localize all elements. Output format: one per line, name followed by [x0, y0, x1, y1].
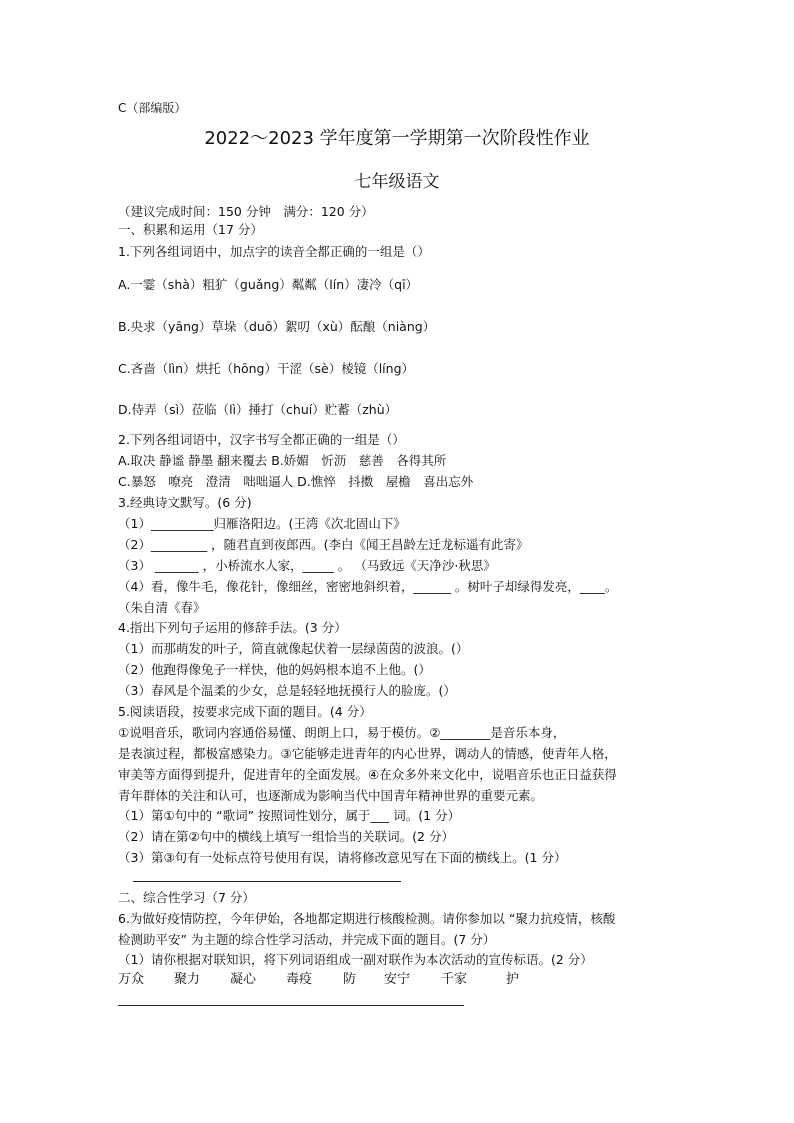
question-4: 4.指出下列句子运用的修辞手法。(3 分） — [118, 620, 347, 635]
q1-option-b: B.央求（yāng）草垛（duō）絮叨（xù）酝酿（niàng） — [118, 319, 436, 334]
q5-item-2: （2）请在第②句中的横线上填写一组恰当的关联词。(2 分） — [118, 829, 454, 844]
question-1: 1.下列各组词语中，加点字的读音全都正确的一组是（） — [118, 244, 430, 259]
question-5: 5.阅读语段，按要求完成下面的题目。(4 分） — [118, 704, 372, 719]
q5-passage-line-2: 是表演过程，都极富感染力。③它能够走进青年的内心世界，调动人的情感，使青年人格， — [118, 746, 617, 761]
word-item: 毒疫 — [286, 972, 313, 987]
q5-passage-line-1: ①说唱音乐，歌词内容通俗易懂、朗朗上口，易于模仿。②________是音乐本身， — [118, 725, 566, 740]
q4-item-1: （1）而那萌发的叶子，简直就像起伏着一层绿茵茵的波浪。(） — [118, 641, 469, 656]
question-2: 2.下列各组词语中，汉字书写全都正确的一组是（） — [118, 432, 405, 447]
q3-item-3: （3） _______ ，小桥流水人家，_____ 。 （马致远《天净沙·秋思》 — [118, 558, 496, 573]
q5-item-1: （1）第①句中的 “歌词” 按照词性划分，属于___ 词。(1 分） — [118, 808, 461, 823]
word-item: 安宁 — [384, 972, 411, 987]
subject-title: 七年级语文 — [354, 172, 440, 192]
q4-item-3: （3）春风是个温柔的少女，总是轻轻地抚摸行人的脸庞。(） — [118, 683, 456, 698]
q3-item-1: （1）__________归雁洛阳边。(王湾《次北固山下》 — [118, 516, 406, 531]
time-score-note: （建议完成时间：150 分钟 满分：120 分） — [118, 204, 374, 219]
section-heading-1: 一、积累和运用（17 分） — [118, 222, 263, 237]
question-6: 6.为做好疫情防控，今年伊始，各地都定期进行核酸检测。请你参加以 “聚力抗疫情，核酸 — [118, 911, 616, 926]
word-item: 聚力 — [174, 972, 201, 987]
q6-item-1: （1）请你根据对联知识，将下列词语组成一副对联作为本次活动的宣传标语。(2 分） — [118, 952, 593, 967]
word-item: 凝心 — [230, 972, 257, 987]
exam-title: 2022～2023 学年度第一学期第一次阶段性作业 — [204, 128, 590, 149]
q1-option-a: A.一霎（shà）粗犷（guǎng）粼粼（lín）凄冷（qī） — [118, 277, 419, 292]
edition-label: C（部编版） — [118, 101, 187, 115]
q3-item-4-source: （朱自清《春》 — [118, 600, 206, 615]
word-item: 护 — [506, 972, 520, 987]
question-3: 3.经典诗文默写。(6 分) — [118, 495, 252, 510]
section-heading-2: 二、综合性学习（7 分） — [118, 890, 255, 905]
q2-options-ab: A.取决 静谧 静墨 翻来覆去 B.娇媚 忻沥 慈善 各得其所 — [118, 453, 447, 468]
q5-passage-line-4: 青年群体的关注和认可，也逐渐成为影响当代中国青年精神世界的重要元素。 — [118, 788, 544, 803]
q1-option-d: D.侍弄（sì）莅临（lì）捶打（chuí）贮蓄（zhù） — [118, 402, 398, 417]
q2-options-cd: C.暴怒 嘹亮 澄清 咄咄逼人 D.憔悴 抖擞 屋檐 喜出忘外 — [118, 474, 474, 489]
answer-line[interactable] — [133, 881, 401, 882]
question-6-cont: 检测助平安” 为主题的综合性学习活动，并完成下面的题目。(7 分） — [118, 932, 496, 947]
answer-line[interactable] — [118, 1005, 464, 1006]
q3-item-4: （4）看，像牛毛，像花针，像细丝，密密地斜织着，______ 。树叶子却绿得发亮，____。 — [118, 579, 618, 594]
q5-item-3: （3）第③句有一处标点符号使用有误，请将修改意见写在下面的横线上。(1 分） — [118, 850, 567, 865]
q4-item-2: （2）他跑得像兔子一样快，他的妈妈根本追不上他。(） — [118, 662, 431, 677]
word-item: 防 — [343, 972, 357, 987]
q3-item-2: （2）_________ ，随君直到夜郎西。(李白《闻王昌龄左迁龙标遥有此寄》 — [118, 537, 529, 552]
q1-option-c: C.吝啬（lìn）烘托（hōng）干涩（sè）棱镜（líng） — [118, 361, 415, 376]
q5-passage-line-3: 审美等方面得到提升，促进青年的全面发展。④在众多外来文化中，说唱音乐也正日益获得 — [118, 767, 617, 782]
word-item: 万众 — [118, 972, 145, 987]
word-item: 千家 — [441, 972, 468, 987]
